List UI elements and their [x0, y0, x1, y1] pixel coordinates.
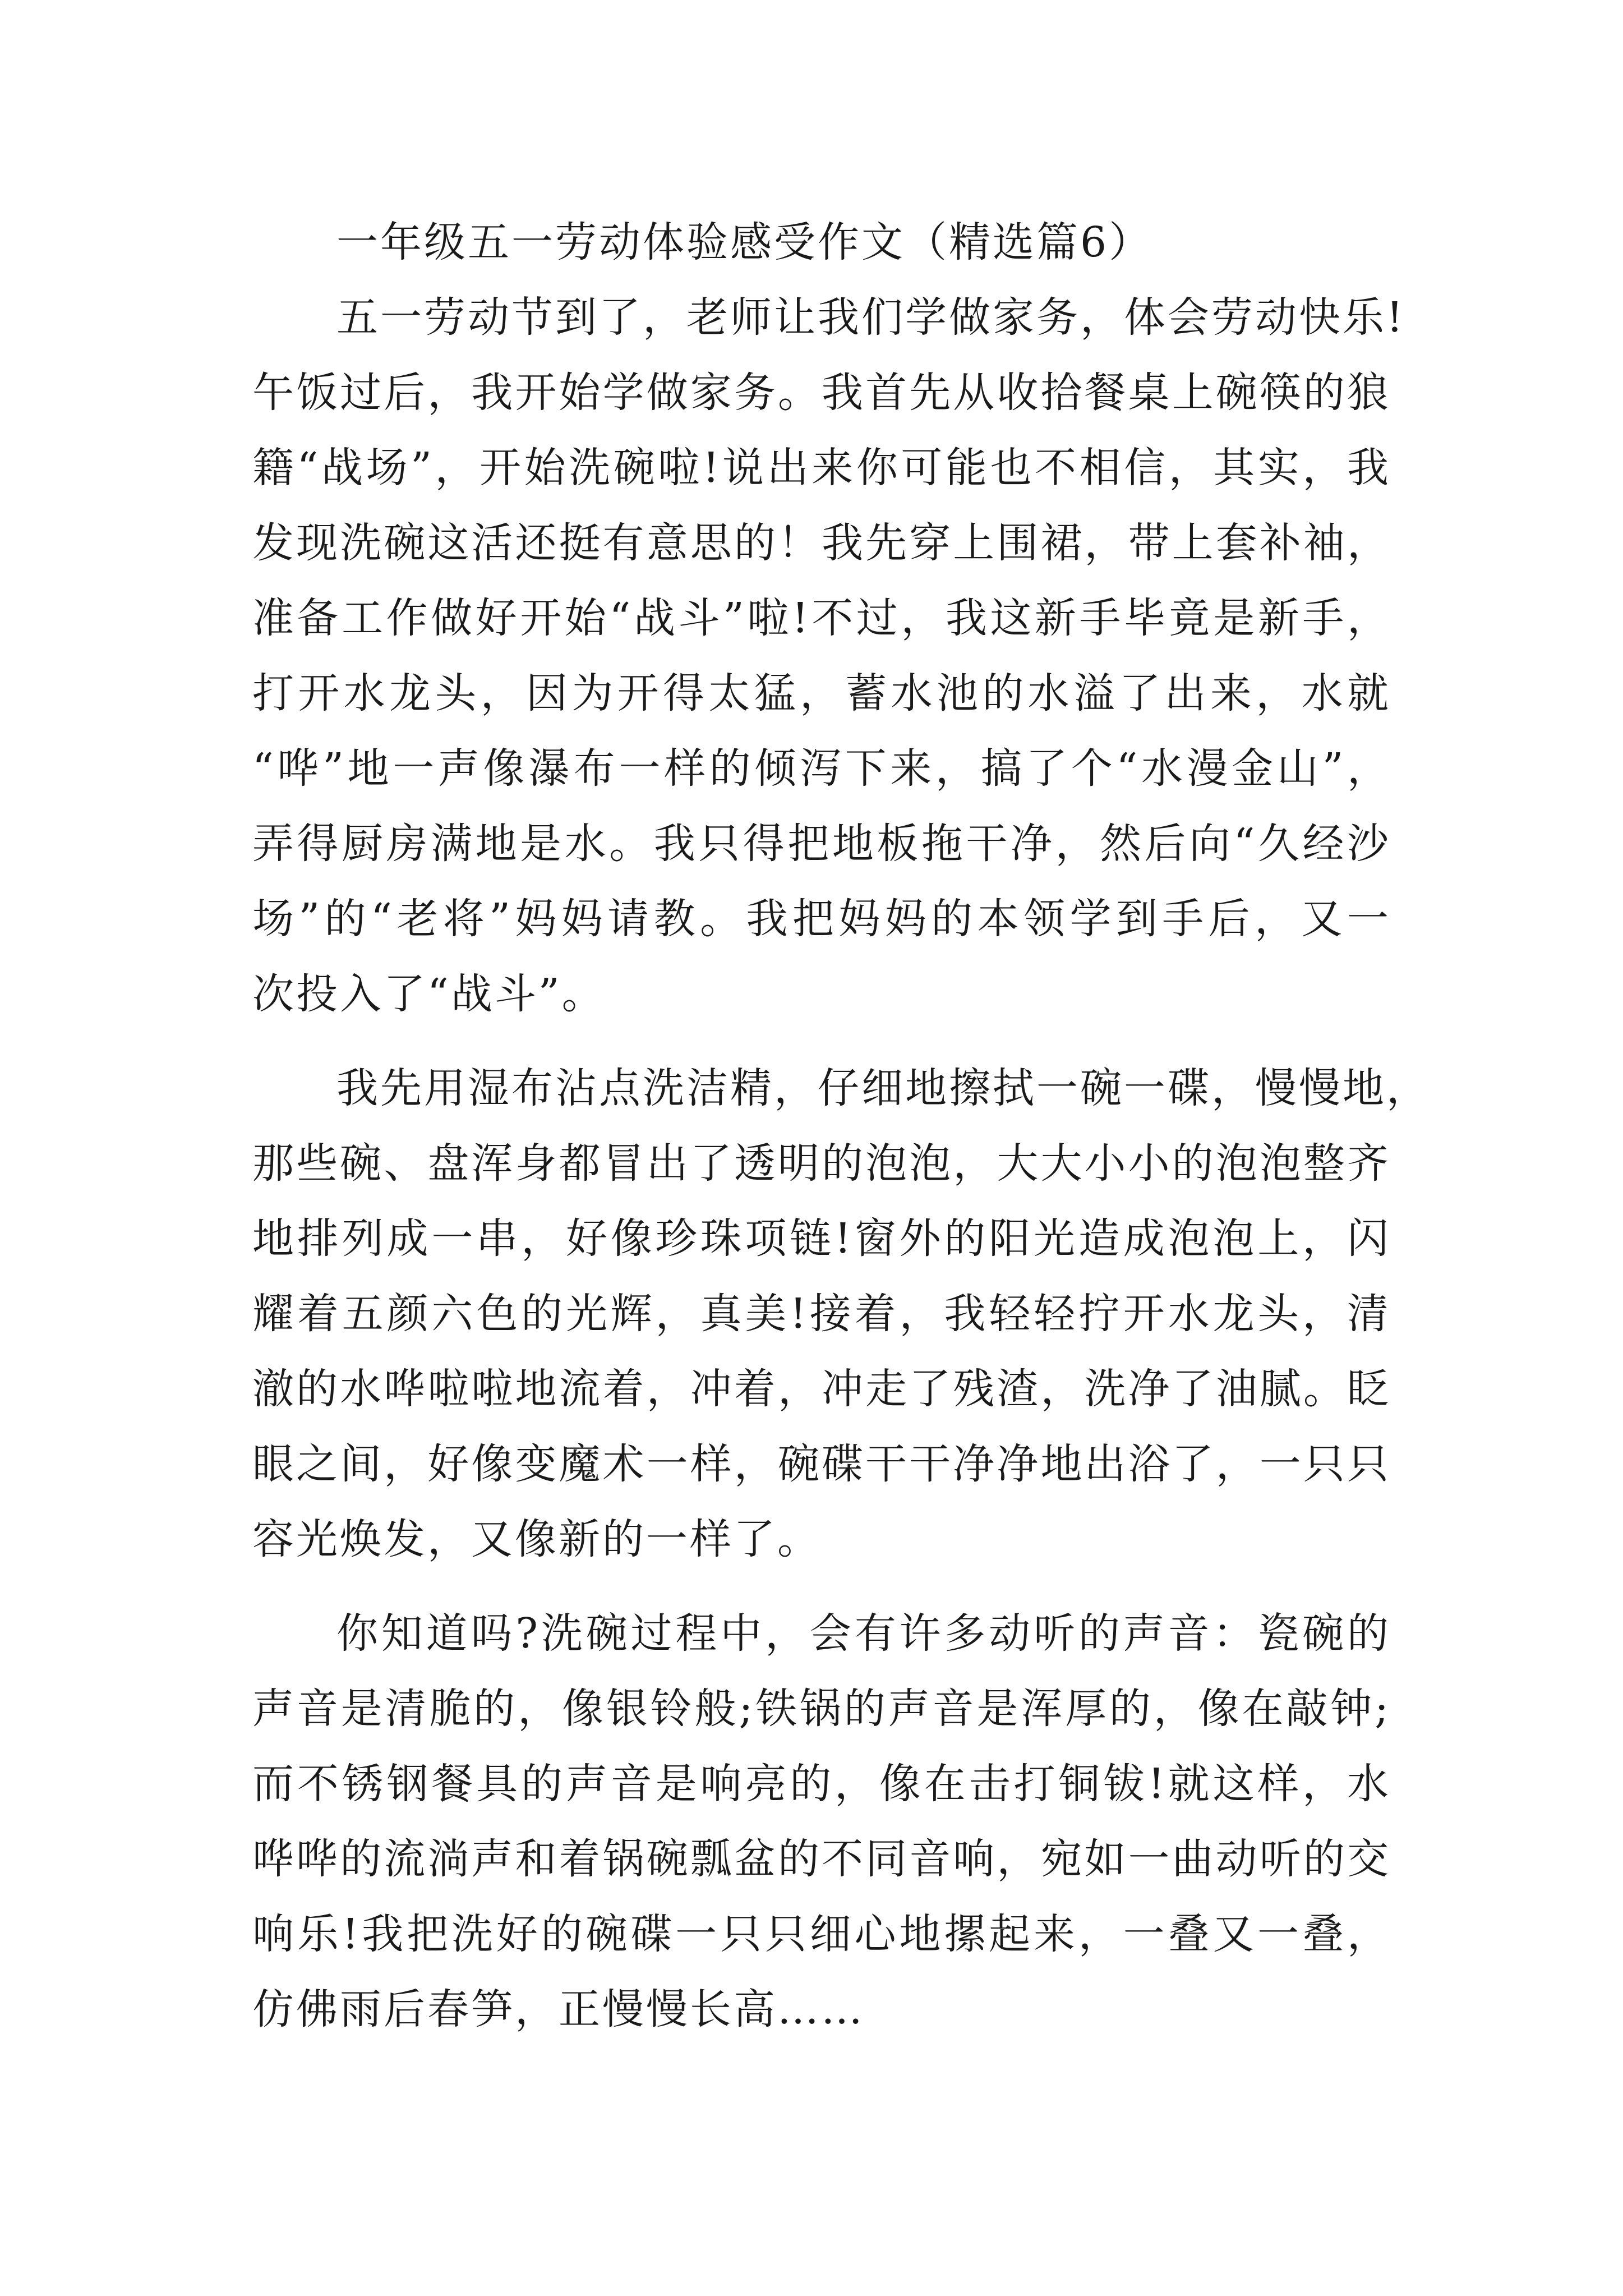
paragraph-line: 场”的“老将”妈妈请教。我把妈妈的本领学到手后，又一: [252, 895, 1391, 943]
paragraph-line: “哗”地一声像瀑布一样的倾泻下来，搞了个“水漫金山”，: [252, 744, 1391, 793]
paragraph-line: 次投入了“战斗”。: [252, 970, 606, 1018]
paragraph-line: 地排列成一串，好像珍珠项链!窗外的阳光造成泡泡上，闪: [252, 1214, 1391, 1263]
paragraph-line: 准备工作做好开始“战斗”啦!不过，我这新手毕竟是新手，: [252, 594, 1391, 642]
paragraph-line: 发现洗碗这活还挺有意思的！我先穿上围裙，带上套补袖，: [252, 519, 1391, 567]
paragraph-spacer: [252, 1577, 1391, 1596]
paragraph-3: [252, 1596, 1391, 2047]
paragraph-line: 仿佛雨后春笋，正慢慢长高……: [252, 1985, 865, 2033]
paragraph-line: 响乐!我把洗好的碗碟一只只细心地摞起来，一叠又一叠，: [252, 1910, 1391, 1958]
paragraph-line: 五一劳动节到了，老师让我们学做家务，体会劳动快乐!: [336, 293, 1405, 342]
paragraph-line: 眼之间，好像变魔术一样，碗碟干干净净地出浴了，一只只: [252, 1440, 1391, 1488]
paragraph-line: 耀着五颜六色的光辉，真美!接着，我轻轻拧开水龙头，清: [252, 1290, 1391, 1338]
paragraph-line: 弄得厨房满地是水。我只得把地板拖干净，然后向“久经沙: [252, 820, 1391, 868]
paragraph-line: 午饭过后，我开始学做家务。我首先从收拾餐桌上碗筷的狼: [252, 369, 1391, 417]
paragraph-line: 打开水龙头，因为开得太猛，蓄水池的水溢了出来，水就: [252, 669, 1391, 717]
paragraph-line: 我先用湿布沾点洗洁精，仔细地擦拭一碗一碟，慢慢地，: [336, 1064, 1430, 1112]
paragraph-line: 那些碗、盘浑身都冒出了透明的泡泡，大大小小的泡泡整齐: [252, 1139, 1391, 1188]
paragraph-line: 籍“战场”，开始洗碗啦!说出来你可能也不相信，其实，我: [252, 444, 1391, 492]
paragraph-line: 哗哗的流淌声和着锅碗瓢盆的不同音响，宛如一曲动听的交: [252, 1835, 1391, 1883]
paragraph-line: 容光焕发，又像新的一样了。: [252, 1515, 821, 1563]
paragraph-line: 你知道吗?洗碗过程中，会有许多动听的声音：瓷碗的: [336, 1609, 1391, 1658]
paragraph-1: [252, 280, 1405, 1032]
paragraph-line: 声音是清脆的，像银铃般;铁锅的声音是浑厚的，像在敲钟;: [252, 1685, 1391, 1733]
document-title: 一年级五一劳动体验感受作文（精选篇6）: [336, 218, 1153, 266]
paragraph-spacer: [252, 1032, 1391, 1051]
document-body: [252, 205, 1430, 2047]
paragraph-2: [252, 1051, 1430, 1577]
paragraph-line: 而不锈钢餐具的声音是响亮的，像在击打铜钹!就这样，水: [252, 1760, 1391, 1808]
paragraph-line: 澈的水哗啦啦地流着，冲着，冲走了残渣，洗净了油腻。眨: [252, 1365, 1391, 1413]
